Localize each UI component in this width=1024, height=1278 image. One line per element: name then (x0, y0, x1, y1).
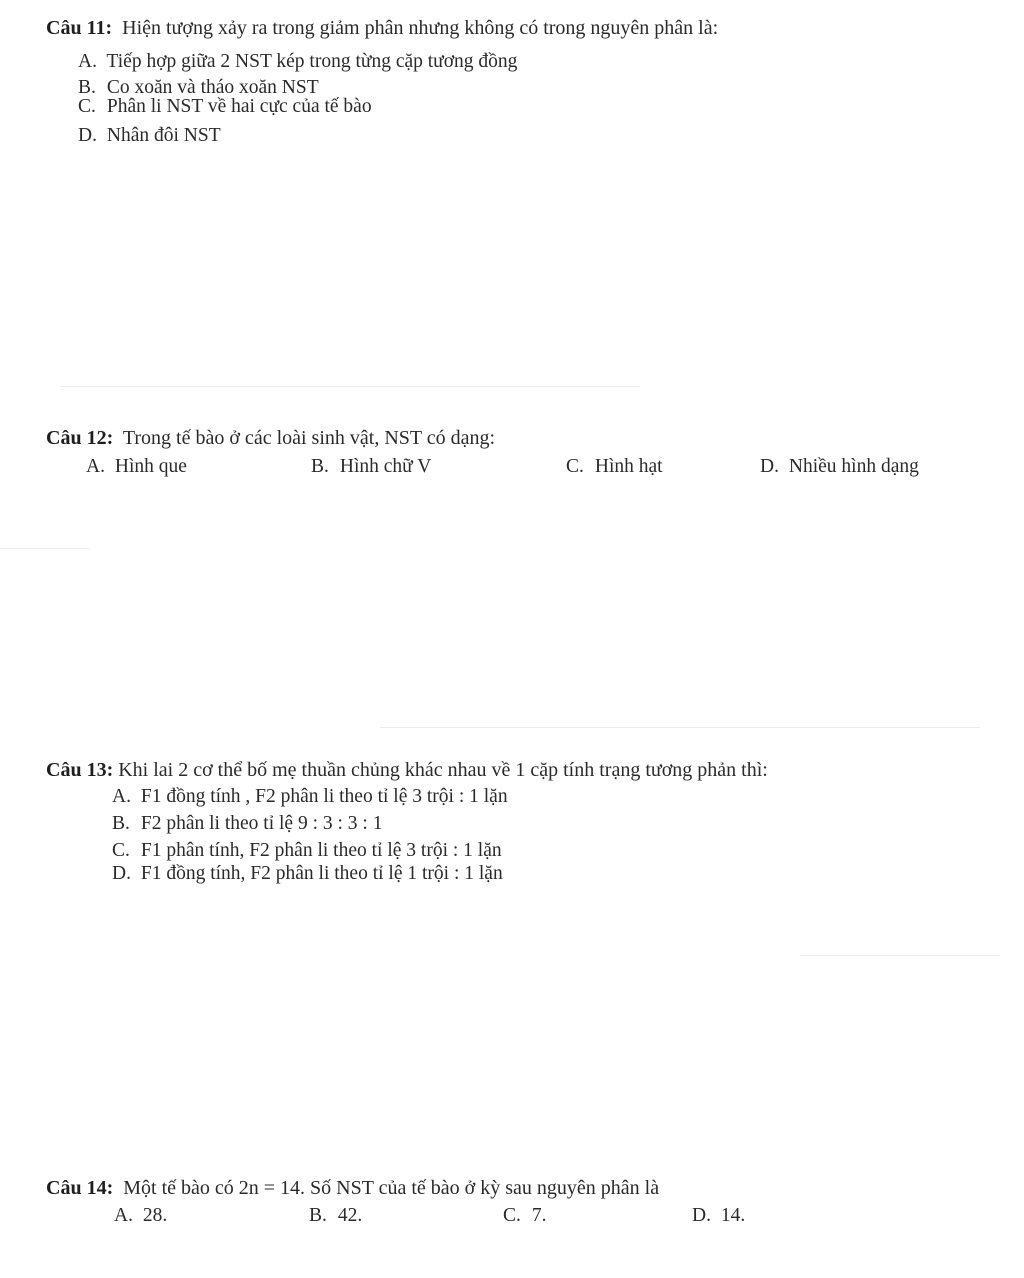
option-text: Nhân đôi NST (106, 125, 221, 146)
question-12-option-d[interactable] (760, 455, 919, 479)
question-14-option-d[interactable] (692, 1204, 745, 1228)
question-11-option-d[interactable] (78, 124, 221, 148)
option-text: F1 đồng tính , F2 phân li theo tỉ lệ 3 trội : 1 lặn (140, 786, 508, 807)
option-text: F1 phân tính, F2 phân li theo tỉ lệ 3 trội : 1 lặn (140, 840, 502, 861)
option-letter: A. (78, 51, 97, 72)
option-text: F1 đồng tính, F2 phân li theo tỉ lệ 1 trội : 1 lặn (140, 863, 503, 884)
option-letter: D. (692, 1205, 711, 1226)
question-11-number: Câu 11: (46, 17, 113, 39)
option-letter: C. (566, 456, 584, 477)
question-14-option-c[interactable] (503, 1204, 547, 1228)
option-text: Phân li NST về hai cực của tế bào (106, 96, 372, 117)
option-text: 42. (337, 1205, 363, 1226)
option-letter: A. (86, 456, 105, 477)
option-text: F2 phân li theo tỉ lệ 9 : 3 : 3 : 1 (140, 813, 383, 834)
option-letter: B. (78, 77, 96, 98)
divider (800, 955, 1000, 956)
question-13-option-d[interactable] (112, 862, 503, 886)
question-11-text: Hiện tượng xảy ra trong giảm phân nhưng không có trong nguyên phân là: (122, 17, 719, 39)
option-text: Hình hạt (594, 456, 663, 477)
question-14-number: Câu 14: (46, 1177, 114, 1199)
divider (0, 548, 90, 549)
option-letter: A. (112, 786, 131, 807)
option-letter: A. (114, 1205, 133, 1226)
question-11-option-a[interactable] (78, 50, 517, 74)
option-letter: B. (311, 456, 329, 477)
question-13-number: Câu 13: (46, 759, 114, 781)
divider (60, 386, 640, 387)
question-13-option-b[interactable] (112, 812, 382, 836)
option-text: Co xoăn và tháo xoăn NST (106, 77, 319, 98)
divider (380, 727, 980, 728)
question-11-stem (46, 16, 718, 40)
option-letter: B. (309, 1205, 327, 1226)
option-letter: B. (112, 813, 130, 834)
question-13-option-a[interactable] (112, 785, 508, 809)
option-letter: C. (503, 1205, 521, 1226)
option-letter: D. (760, 456, 779, 477)
question-12-text: Trong tế bào ở các loài sinh vật, NST có dạng: (122, 427, 496, 449)
question-12-option-c[interactable] (566, 455, 663, 479)
option-text: Hình que (114, 456, 187, 477)
option-text: 7. (531, 1205, 547, 1226)
question-13-text: Khi lai 2 cơ thể bố mẹ thuần chủng khác nhau về 1 cặp tính trạng tương phản thì: (118, 759, 768, 781)
option-letter: D. (78, 125, 97, 146)
option-letter: D. (112, 863, 131, 884)
option-text: Hình chữ V (339, 456, 432, 477)
option-letter: C. (112, 840, 130, 861)
question-11-option-c[interactable] (78, 95, 372, 119)
question-13-option-c[interactable] (112, 839, 502, 863)
question-13-stem (46, 758, 768, 782)
question-14-stem (46, 1176, 659, 1200)
option-letter: C. (78, 96, 96, 117)
question-14-option-a[interactable] (114, 1204, 167, 1228)
question-12-option-b[interactable] (311, 455, 431, 479)
option-text: 28. (142, 1205, 168, 1226)
option-text: Tiếp hợp giữa 2 NST kép trong từng cặp tương đồng (106, 51, 518, 72)
question-14-option-b[interactable] (309, 1204, 362, 1228)
question-12-number: Câu 12: (46, 427, 114, 449)
question-12-stem (46, 426, 495, 450)
question-14-text: Một tế bào có 2n = 14. Số NST của tế bào ở kỳ sau nguyên phân là (123, 1177, 660, 1199)
option-text: Nhiều hình dạng (788, 456, 919, 477)
option-text: 14. (720, 1205, 746, 1226)
question-12-option-a[interactable] (86, 455, 187, 479)
